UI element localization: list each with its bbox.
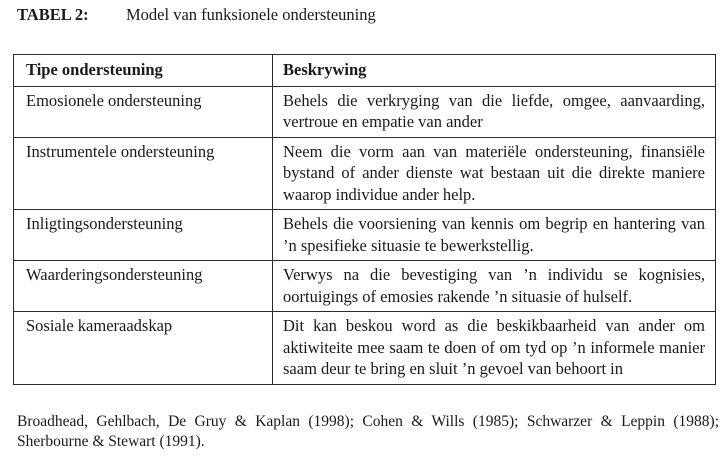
- table-row: [14, 261, 716, 312]
- table-row: [14, 86, 716, 137]
- caption-label: TABEL 2:: [17, 5, 89, 24]
- caption-title: Model van funksionele ondersteuning: [126, 5, 376, 24]
- table-row: [14, 137, 716, 210]
- support-table: [13, 54, 716, 385]
- row-type-cell: Emosionele ondersteuning: [14, 86, 273, 137]
- row-description-cell: Behels die verkryging van die liefde, omgee, aanvaarding, vertroue en empatie van ander: [273, 86, 716, 137]
- row-type-cell: Sosiale kameraadskap: [14, 312, 273, 385]
- row-description-cell: Behels die voorsiening van kennis om begrip en hantering van ’n spesifieke situasie te bewerkstellig.: [273, 210, 716, 261]
- row-description-cell: Neem die vorm aan van materiële ondersteuning, finansiële bystand of ander dienste wat bestaan uit die direkte maniere waarop individue ander help.: [273, 137, 716, 210]
- row-type-cell: Instrumentele ondersteuning: [14, 137, 273, 210]
- table-header-row: [14, 55, 716, 87]
- header-type: Tipe ondersteuning: [14, 55, 273, 87]
- row-description-cell: Verwys na die bevestiging van ’n individu se kognisies, oortuigings of emosies rakende ’n situasie of hulself.: [273, 261, 716, 312]
- table-row: [14, 312, 716, 385]
- header-description: Beskrywing: [273, 55, 716, 87]
- table-row: [14, 210, 716, 261]
- source-citation: Broadhead, Gehlbach, De Gruy & Kaplan (1998); Cohen & Wills (1985); Schwarzer & Leppin (1988); Sherbourne & Stewart (1991).: [17, 413, 719, 450]
- row-description-cell: Dit kan beskou word as die beskikbaarheid van ander om aktiwiteite mee saam te doen of om tyd op ’n informele manier saam deur te bring en sluit ’n gevoel van behoort in: [273, 312, 716, 385]
- table-caption: [17, 5, 376, 25]
- row-type-cell: Inligtingsondersteuning: [14, 210, 273, 261]
- row-type-cell: Waarderingsondersteuning: [14, 261, 273, 312]
